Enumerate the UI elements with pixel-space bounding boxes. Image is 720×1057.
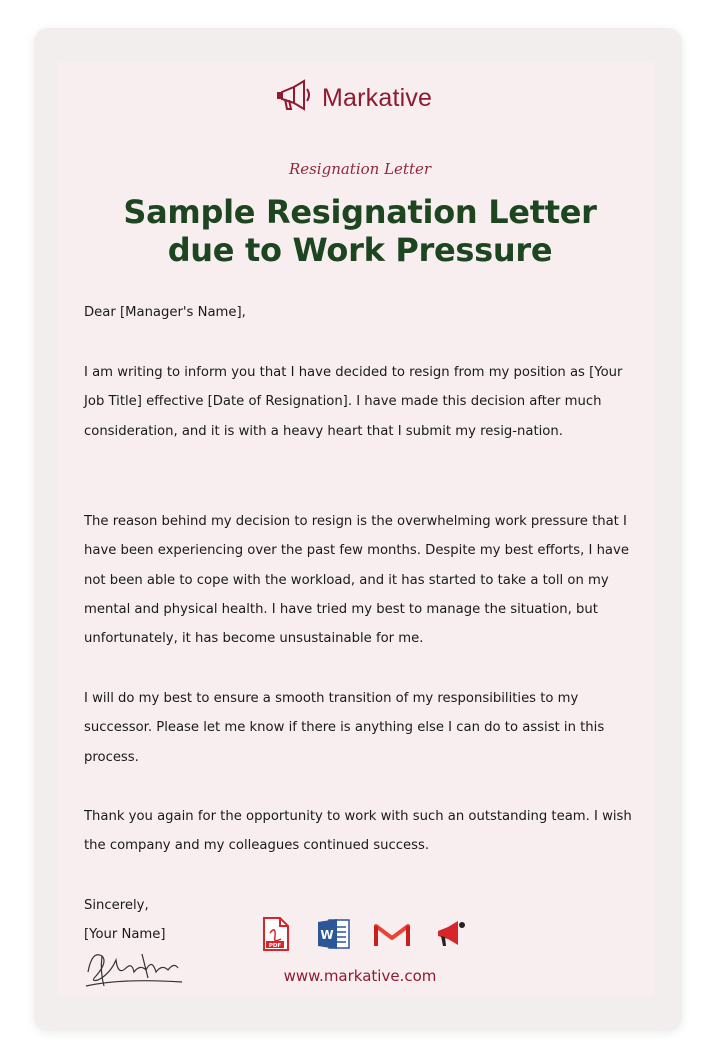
brand-name: Markative (322, 83, 433, 112)
title-line-2: due to Work Pressure (167, 231, 553, 269)
word-icon[interactable] (316, 916, 352, 952)
download-icons (258, 916, 468, 952)
paragraph-1-text: I am writing to inform you that I have decided to resign from my position as [Your Job Title] effective [Date of Resignation]. I have made this decision after much consideration, and it is with a heavy heart that I submit my resig-nation. (84, 365, 623, 439)
title-line-1: Sample Resignation Letter (123, 193, 597, 231)
paragraph-3 (84, 684, 640, 772)
svg-text:PDF: PDF (268, 943, 282, 949)
paragraph-4-text: Thank you again for the opportunity to work with such an outstanding team. I wish the company and my colleagues continued success. (84, 809, 632, 854)
paragraph-1 (84, 358, 640, 446)
gmail-icon[interactable] (374, 916, 410, 952)
paragraph-4 (84, 802, 640, 861)
paragraph-2 (84, 507, 640, 653)
paragraph-3-text: I will do my best to ensure a smooth transition of my responsibilities to my successor. Please let me know if there is anything else I can do to assist in this process. (84, 691, 605, 765)
markative-icon[interactable] (432, 916, 468, 952)
page-title (0, 193, 720, 269)
paragraph-2-text: The reason behind my decision to resign is the overwhelming work pressure that I have been experiencing over the past few months. Despite my best efforts, I have not been able to cope with the workload, and it has started to take a toll on my mental and physical health. I have tried my best to manage the situation, but unfortunately, it has become unsustainable for me. (84, 514, 629, 647)
website-link[interactable]: www.markative.com (283, 967, 437, 985)
document-category: Resignation Letter (288, 160, 432, 178)
svg-text:W: W (320, 928, 334, 942)
megaphone-icon (276, 79, 316, 118)
pdf-icon[interactable] (258, 916, 294, 952)
salutation: Dear [Manager's Name], (84, 305, 246, 320)
signer-name: [Your Name] (84, 927, 166, 942)
closing: Sincerely, (84, 898, 149, 913)
brand-logo[interactable] (276, 78, 432, 118)
